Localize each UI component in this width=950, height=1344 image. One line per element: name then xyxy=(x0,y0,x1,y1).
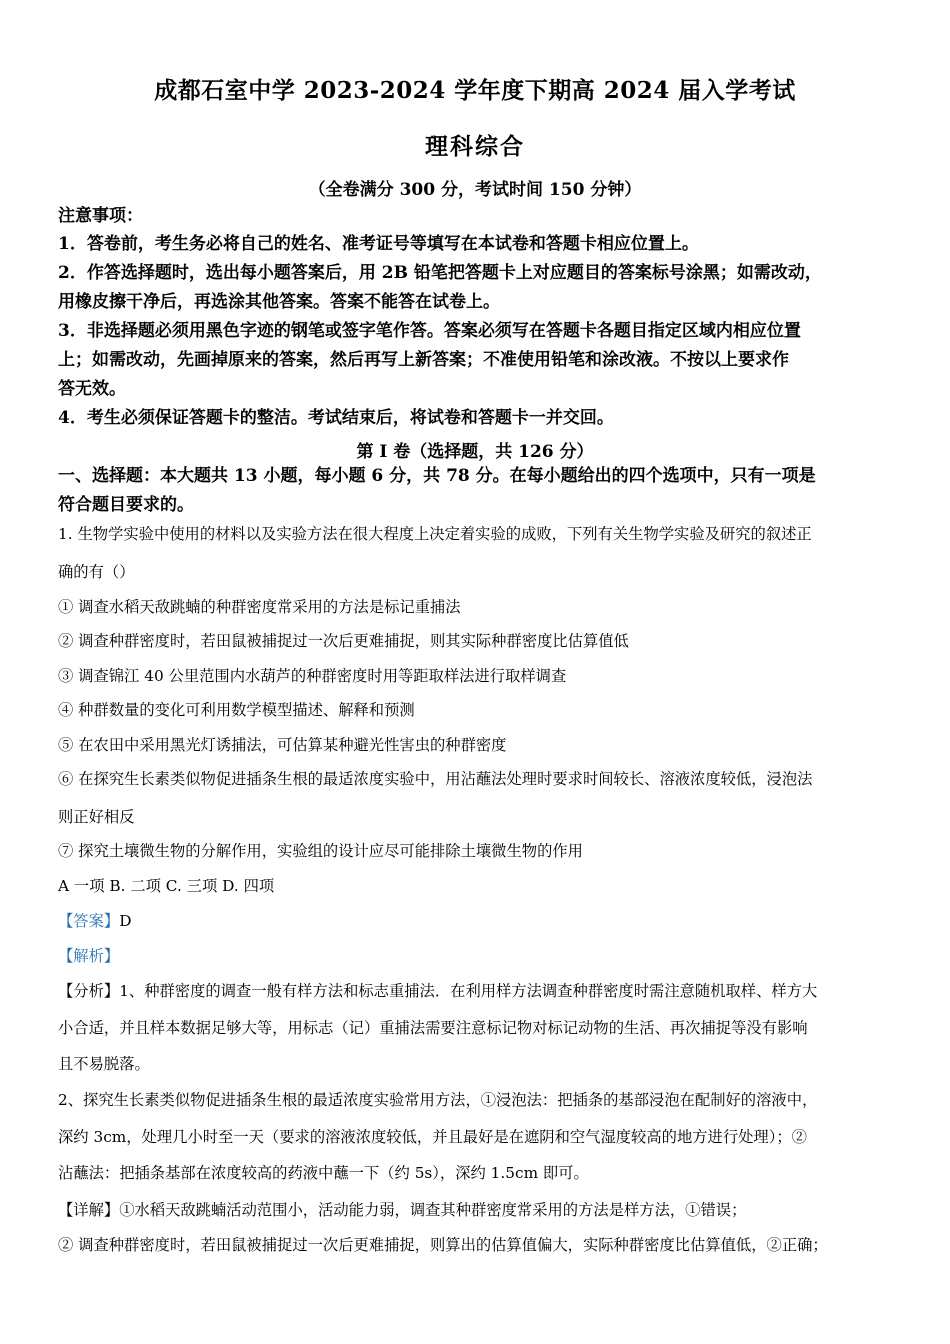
analysis-line: 且不易脱落。 xyxy=(58,1055,150,1073)
answer-label: 【答案】 xyxy=(58,912,120,930)
exam-info: （全卷满分 300 分，考试时间 150 分钟） xyxy=(308,180,642,200)
analysis-line: 深约 3cm，处理几小时至一天（要求的溶液浓度较低，并且最好是在遮阴和空气湿度较高的地方进行处理）；② xyxy=(58,1128,807,1146)
notice-line: 2．作答选择题时，选出每小题答案后，用 2B 铅笔把答题卡上对应题目的答案标号涂黑；如需改动， xyxy=(58,263,822,283)
notice-line: 3．非选择题必须用黑色字迹的钢笔或签字笔作答。答案必须写在答题卡各题目指定区域内相应位置 xyxy=(58,321,801,341)
statement: ⑥ 在探究生长素类似物促进插条生根的最适浓度实验中，用沾蘸法处理时要求时间较长、溶液浓度较低，浸泡法 xyxy=(58,770,813,788)
notice-line: 4．考生必须保证答题卡的整洁。考试结束后，将试卷和答题卡一并交回。 xyxy=(58,408,614,428)
analysis-line: ② 调查种群密度时，若田鼠被捕捉过一次后更难捕捉，则算出的估算值偏大，实际种群密度比估算值低，②正确； xyxy=(58,1236,828,1254)
analysis-line: 小合适，并且样本数据足够大等，用标志（记）重捕法需要注意标记物对标记动物的生活、再次捕捉等没有影响 xyxy=(58,1019,808,1037)
section-title: 第 I 卷（选择题，共 126 分） xyxy=(356,442,594,462)
notice-line: 答无效。 xyxy=(58,379,126,399)
statement: ⑦ 探究土壤微生物的分解作用，实验组的设计应尽可能排除土壤微生物的作用 xyxy=(58,842,583,860)
analysis-label: 【解析】 xyxy=(58,947,120,965)
question-stem: 1. 生物学实验中使用的材料以及实验方法在很大程度上决定着实验的成败，下列有关生物学实验及研究的叙述正 xyxy=(58,525,812,543)
answer-options: A 一项 B. 二项 C. 三项 D. 四项 xyxy=(58,877,275,895)
answer-row xyxy=(58,910,908,932)
statement: ② 调查种群密度时，若田鼠被捕捉过一次后更难捕捉，则其实际种群密度比估算值低 xyxy=(58,632,629,650)
analysis-line: 沾蘸法：把插条基部在浓度较高的药液中蘸一下（约 5s），深约 1.5cm 即可。 xyxy=(58,1164,589,1182)
section-instruction: 符合题目要求的。 xyxy=(58,495,194,515)
statement: ① 调查水稻天敌跳蝻的种群密度常采用的方法是标记重捕法 xyxy=(58,598,461,616)
exam-subject: 理科综合 xyxy=(425,133,525,160)
analysis-line: 【详解】①水稻天敌跳蝻活动范围小，活动能力弱，调查其种群密度常采用的方法是样方法，①错误； xyxy=(58,1201,747,1219)
statement: ④ 种群数量的变化可利用数学模型描述、解释和预测 xyxy=(58,701,415,719)
analysis-line: 2、探究生长素类似物促进插条生根的最适浓度实验常用方法，①浸泡法：把插条的基部浸泡在配制好的溶液中， xyxy=(58,1091,818,1109)
exam-title: 成都石室中学 2023-2024 学年度下期高 2024 届入学考试 xyxy=(154,77,796,104)
answer-value: D xyxy=(119,912,132,930)
notice-line: 用橡皮擦干净后，再选涂其他答案。答案不能答在试卷上。 xyxy=(58,292,500,312)
question-stem: 确的有（） xyxy=(58,563,135,581)
statement: 则正好相反 xyxy=(58,808,135,826)
analysis-line: 【分析】1、种群密度的调查一般有样方法和标志重捕法．在利用样方法调查种群密度时需注意随机取样、样方大 xyxy=(58,982,818,1000)
notice-heading: 注意事项： xyxy=(58,206,143,226)
statement: ③ 调查锦江 40 公里范围内水葫芦的种群密度时用等距取样法进行取样调查 xyxy=(58,667,567,685)
statement: ⑤ 在农田中采用黑光灯诱捕法，可估算某种避光性害虫的种群密度 xyxy=(58,736,507,754)
notice-line: 上；如需改动，先画掉原来的答案，然后再写上新答案；不准使用铅笔和涂改液。不按以上要求作 xyxy=(58,350,789,370)
section-instruction: 一、选择题：本大题共 13 小题，每小题 6 分，共 78 分。在每小题给出的四个选项中，只有一项是 xyxy=(58,466,816,486)
notice-line: 1．答卷前，考生务必将自己的姓名、准考证号等填写在本试卷和答题卡相应位置上。 xyxy=(58,234,699,254)
